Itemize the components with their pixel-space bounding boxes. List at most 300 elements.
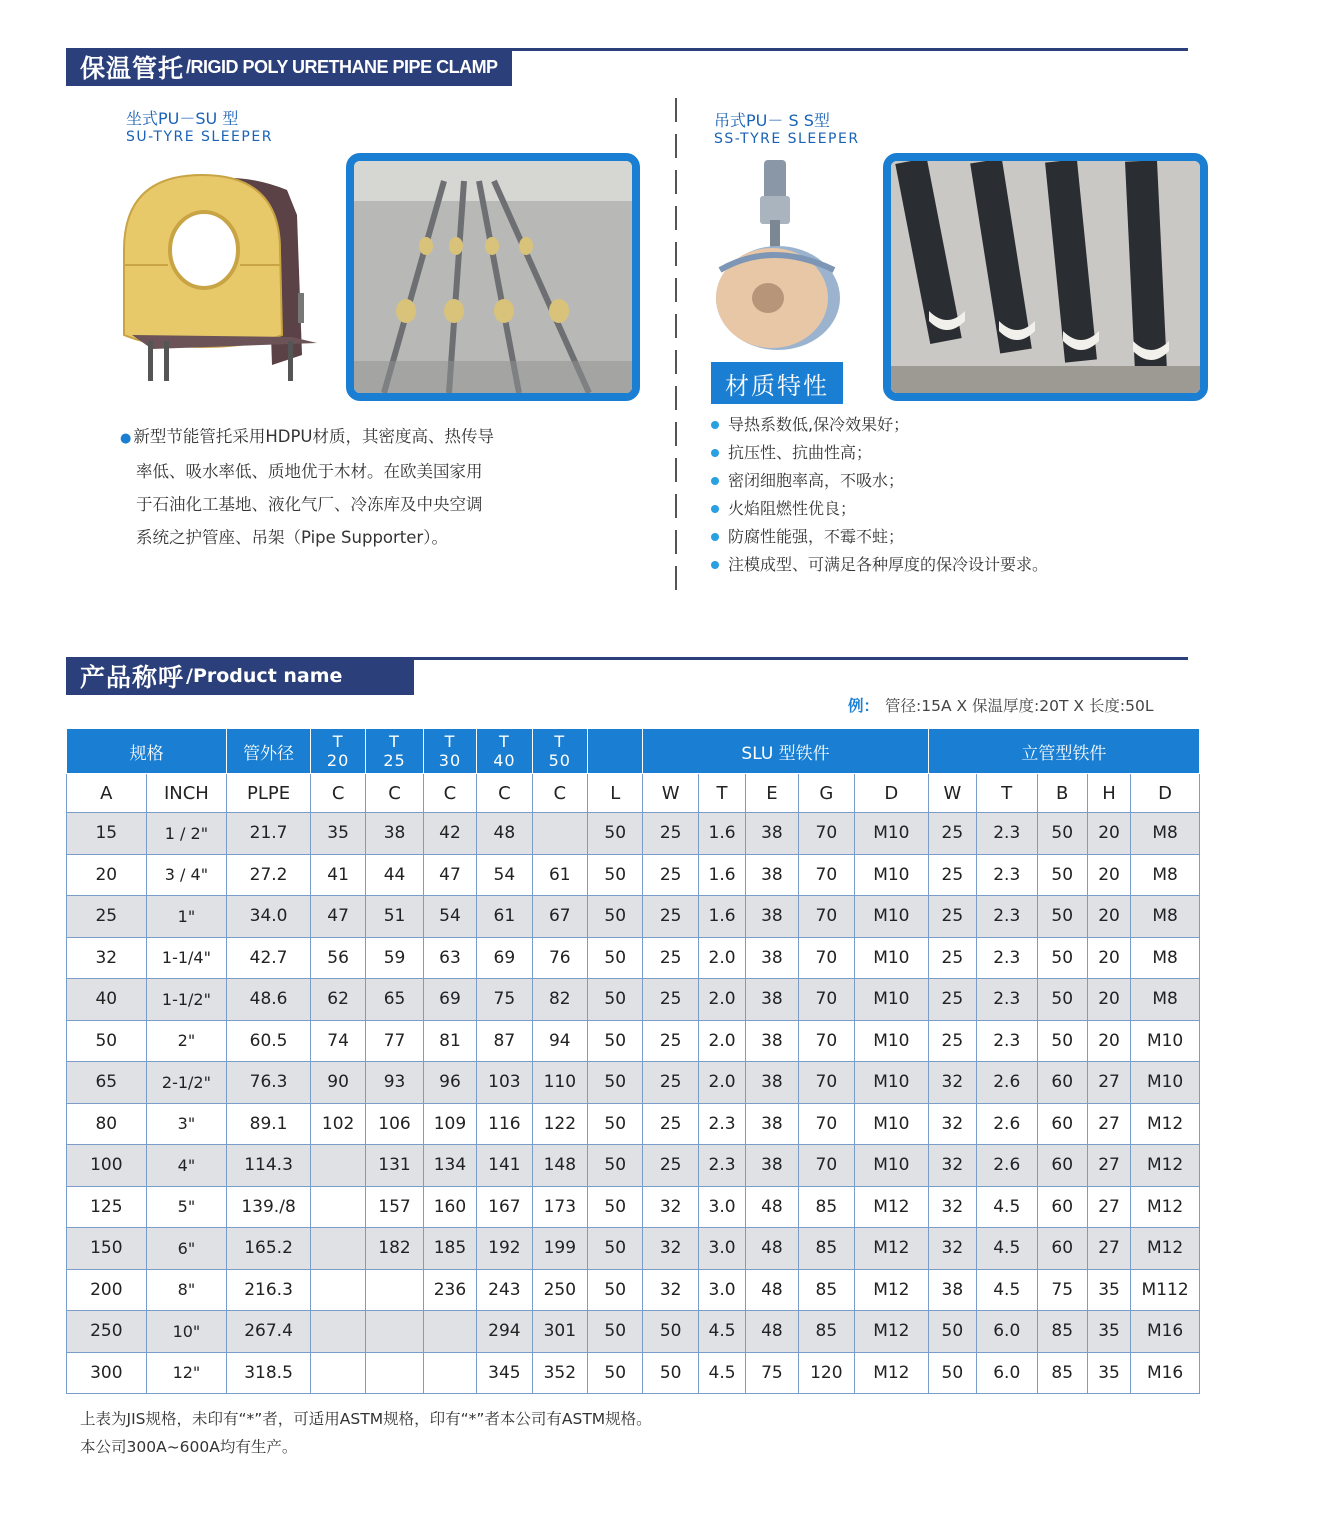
table-cell: 10" [146,1311,227,1353]
header-t-value: 30 [438,751,462,770]
table-cell [310,1145,365,1187]
footnotes [80,1405,652,1461]
table-cell: 25 [928,979,976,1021]
table-cell: 38 [746,854,798,896]
table-cell: 32 [67,937,147,979]
table-cell: 76 [532,937,587,979]
table-cell: 165.2 [227,1228,311,1270]
table-cell: M112 [1131,1269,1200,1311]
header-t20 [310,729,365,774]
table-cell: 85 [1037,1352,1087,1394]
table-cell: 76.3 [227,1062,311,1104]
column-divider [675,98,677,598]
table-cell: 38 [746,813,798,855]
table-cell [366,1352,423,1394]
table-cell: 2.6 [977,1103,1037,1145]
table-cell: 236 [423,1269,476,1311]
table-cell: 50 [67,1020,147,1062]
description-line: 系统之护管座、吊架（Pipe Supporter）。 [136,528,448,547]
table-cell: 8" [146,1269,227,1311]
bullet-icon: ● [120,431,132,446]
table-cell: 50 [588,1186,643,1228]
table-cell: 25 [643,813,698,855]
table-cell: 25 [643,1145,698,1187]
table-cell: 77 [366,1020,423,1062]
column-header: W [928,774,976,813]
table-cell: 2.6 [977,1062,1037,1104]
table-body [67,813,1200,1394]
table-cell: 38 [746,1062,798,1104]
table-cell: 85 [1037,1311,1087,1353]
table-cell: 3.0 [698,1269,745,1311]
material-features-list [710,411,1048,579]
table-cell [310,1228,365,1270]
column-header: C [423,774,476,813]
table-cell: 85 [798,1228,854,1270]
table-cell: 32 [643,1228,698,1270]
table-cell: 25 [643,979,698,1021]
table-cell: 32 [643,1269,698,1311]
header-t-letter: T [498,732,510,751]
table-cell: 3 / 4" [146,854,227,896]
table-cell: 60 [1037,1062,1087,1104]
column-header: PLPE [227,774,311,813]
table-row [67,1352,1200,1394]
table-cell: 2.3 [698,1103,745,1145]
table-cell: M10 [1131,1020,1200,1062]
table-cell: 63 [423,937,476,979]
table-cell: 50 [1037,979,1087,1021]
su-installation-photo [346,153,640,401]
table-cell: 54 [477,854,532,896]
table-row [67,854,1200,896]
table-cell: M12 [1131,1186,1200,1228]
table-group-header-row [67,729,1200,774]
table-cell: M8 [1131,979,1200,1021]
table-cell: 51 [366,896,423,938]
table-cell: 32 [928,1186,976,1228]
table-cell: 59 [366,937,423,979]
header-t-letter: T [444,732,456,751]
description-line: 率低、吸水率低、质地优于木材。在欧美国家用 [136,462,483,481]
table-cell: 47 [310,896,365,938]
table-cell: 38 [746,896,798,938]
table-cell: 65 [67,1062,147,1104]
feature-item: 密闭细胞率高，不吸水； [710,467,1048,495]
table-cell: 3" [146,1103,227,1145]
column-header: D [855,774,929,813]
feature-item: 注模成型、可满足各种厚度的保冷设计要求。 [710,551,1048,579]
table-cell: 42 [423,813,476,855]
table-cell: 70 [798,896,854,938]
table-cell: M8 [1131,813,1200,855]
description-line: 新型节能管托采用HDPU材质，其密度高、热传导 [133,427,494,446]
table-cell: 89.1 [227,1103,311,1145]
table-cell: 2.3 [977,896,1037,938]
ss-installation-photo [883,153,1208,401]
table-cell: 25 [643,937,698,979]
table-cell: 27 [1087,1186,1130,1228]
header-t-value: 40 [493,751,516,770]
table-cell: 48 [746,1228,798,1270]
table-cell: 60.5 [227,1020,311,1062]
column-header: B [1037,774,1087,813]
table-cell [310,1186,365,1228]
header-t-value: 50 [548,751,571,770]
table-row [67,1145,1200,1187]
table-cell: 6.0 [977,1352,1037,1394]
table-cell: 70 [798,813,854,855]
table-cell: 65 [366,979,423,1021]
header-t-value: 25 [383,751,406,770]
table-cell: 44 [366,854,423,896]
table-cell: 167 [477,1186,532,1228]
ss-label-en: SS-TYRE SLEEPER [714,131,860,147]
table-cell: 48 [477,813,532,855]
table-cell: 56 [310,937,365,979]
header-t30 [423,729,476,774]
table-cell: 35 [1087,1269,1130,1311]
table-cell: 50 [588,1228,643,1270]
table-row [67,937,1200,979]
table-cell: 100 [67,1145,147,1187]
table-cell: 110 [532,1062,587,1104]
column-header: T [977,774,1037,813]
su-label-en: SU-TYRE SLEEPER [126,129,273,145]
table-cell: 2-1/2" [146,1062,227,1104]
table-cell: 35 [1087,1352,1130,1394]
table-cell [310,1352,365,1394]
header-od: 管外径 [227,729,311,774]
table-cell: 2.3 [977,979,1037,1021]
table-cell: 345 [477,1352,532,1394]
table-cell: M12 [855,1352,929,1394]
table-column-header-row [67,774,1200,813]
column-header: G [798,774,854,813]
table-cell: 50 [928,1352,976,1394]
table-cell: 318.5 [227,1352,311,1394]
table-cell: 352 [532,1352,587,1394]
table-cell: 182 [366,1228,423,1270]
table-cell: 1" [146,896,227,938]
table-cell: 70 [798,979,854,1021]
table-cell: 42.7 [227,937,311,979]
table-cell: 294 [477,1311,532,1353]
table-cell [423,1352,476,1394]
section-rule [414,657,1188,660]
table-cell: 50 [643,1311,698,1353]
table-cell: 1.6 [698,896,745,938]
section-rule [512,48,1188,51]
su-label-cn: 坐式PU－SU 型 [126,109,239,128]
table-cell: 50 [588,1269,643,1311]
feature-item: 防腐性能强，不霉不蛀； [710,523,1048,551]
table-cell: 50 [588,1062,643,1104]
table-cell: 25 [643,1020,698,1062]
description-paragraph [120,420,560,554]
table-cell: 50 [588,854,643,896]
table-cell: M12 [1131,1145,1200,1187]
table-cell: 93 [366,1062,423,1104]
table-cell [423,1311,476,1353]
table-cell: 32 [928,1062,976,1104]
table-cell: 25 [643,1103,698,1145]
table-cell: 4.5 [977,1269,1037,1311]
table-cell: 62 [310,979,365,1021]
column-header: H [1087,774,1130,813]
table-cell: M10 [855,854,929,896]
table-cell: 60 [1037,1145,1087,1187]
table-cell: 50 [588,979,643,1021]
table-cell: 20 [1087,937,1130,979]
product-description [120,420,560,554]
example-label: 例： [848,697,880,715]
table-cell: 106 [366,1103,423,1145]
table-cell: M12 [855,1228,929,1270]
table-row [67,813,1200,855]
table-cell: 267.4 [227,1311,311,1353]
table-cell: 85 [798,1269,854,1311]
table-cell: M10 [855,1020,929,1062]
column-header: C [532,774,587,813]
table-cell: 87 [477,1020,532,1062]
table-cell: 35 [1087,1311,1130,1353]
table-row [67,896,1200,938]
table-row [67,1103,1200,1145]
table-cell: 38 [746,1145,798,1187]
header-vertical: 立管型铁件 [928,729,1199,774]
table-cell: 2.3 [977,1020,1037,1062]
table-cell: 131 [366,1145,423,1187]
table-cell: 50 [588,1145,643,1187]
table-cell: 60 [1037,1228,1087,1270]
table-cell: 74 [310,1020,365,1062]
ss-product-label [714,108,860,147]
feature-item: 火焰阻燃性优良； [710,495,1048,523]
table-cell: 150 [67,1228,147,1270]
table-cell: 2.3 [977,813,1037,855]
table-cell: 2.3 [977,937,1037,979]
table-cell: 70 [798,1062,854,1104]
table-cell: 114.3 [227,1145,311,1187]
spec-table [66,728,1200,1394]
table-cell: 1.6 [698,813,745,855]
table-cell: 1 / 2" [146,813,227,855]
table-cell: 70 [798,854,854,896]
table-cell: 35 [310,813,365,855]
table-row [67,979,1200,1021]
header-t50 [532,729,587,774]
table-cell: 25 [928,937,976,979]
table-cell: 25 [928,1020,976,1062]
table-row [67,1228,1200,1270]
table-cell: 50 [588,937,643,979]
table-cell: 3.0 [698,1228,745,1270]
table-cell: 50 [588,1311,643,1353]
table-cell: 216.3 [227,1269,311,1311]
table-cell: M10 [855,896,929,938]
table-cell: 38 [746,1020,798,1062]
table-cell: 301 [532,1311,587,1353]
table-cell: 25 [928,854,976,896]
feature-item: 抗压性、抗曲性高； [710,439,1048,467]
table-cell: 25 [643,1062,698,1104]
table-cell: 61 [477,896,532,938]
table-cell: 61 [532,854,587,896]
table-cell: M12 [1131,1103,1200,1145]
section-title-bar [66,48,512,86]
table-cell: 157 [366,1186,423,1228]
table-cell: 96 [423,1062,476,1104]
feature-item: 导热系数低,保冷效果好； [710,411,1048,439]
table-cell: 70 [798,1145,854,1187]
table-cell: 27 [1087,1062,1130,1104]
table-row [67,1269,1200,1311]
table-cell: 2.0 [698,1062,745,1104]
table-cell: 199 [532,1228,587,1270]
table-cell: 32 [928,1103,976,1145]
table-cell: 50 [1037,854,1087,896]
table-cell: 4.5 [977,1228,1037,1270]
table-cell: M16 [1131,1311,1200,1353]
table-cell: 6.0 [977,1311,1037,1353]
table-cell: 1.6 [698,854,745,896]
material-properties-title: 材质特性 [711,362,843,404]
table-cell: 54 [423,896,476,938]
table-cell: 50 [588,1103,643,1145]
table-cell: 50 [928,1311,976,1353]
table-cell: 125 [67,1186,147,1228]
table-cell: 15 [67,813,147,855]
table-cell: 50 [588,813,643,855]
table-cell: 160 [423,1186,476,1228]
table-cell: 34.0 [227,896,311,938]
table-cell: M10 [855,937,929,979]
column-header: W [643,774,698,813]
table-cell: 90 [310,1062,365,1104]
table-cell: 94 [532,1020,587,1062]
table-cell: 32 [928,1228,976,1270]
table-cell: 122 [532,1103,587,1145]
table-cell: 185 [423,1228,476,1270]
example-text: 管径:15A X 保温厚度:20T X 长度:50L [885,697,1154,715]
table-cell: 192 [477,1228,532,1270]
table-cell: 27 [1087,1145,1130,1187]
table-cell: 2" [146,1020,227,1062]
table-cell: 103 [477,1062,532,1104]
table-cell: 1-1/2" [146,979,227,1021]
table-cell: 148 [532,1145,587,1187]
su-product-label [126,106,273,145]
table-cell: 60 [1037,1103,1087,1145]
table-cell: M12 [855,1186,929,1228]
table-cell [310,1311,365,1353]
table-cell: 109 [423,1103,476,1145]
table-cell: 20 [1087,1020,1130,1062]
table-cell: 50 [588,1352,643,1394]
header-t25 [366,729,423,774]
header-t40 [477,729,532,774]
table-cell: 67 [532,896,587,938]
table-cell: 2.0 [698,937,745,979]
table-cell: M10 [855,1062,929,1104]
table-cell: 20 [1087,813,1130,855]
table-cell: 60 [1037,1186,1087,1228]
table-cell: 81 [423,1020,476,1062]
table-cell: 250 [67,1311,147,1353]
table-cell: 12" [146,1352,227,1394]
table-cell: 85 [798,1186,854,1228]
table-cell: 48 [746,1186,798,1228]
table-cell: M10 [855,813,929,855]
header-slu: SLU 型铁件 [643,729,928,774]
table-cell: 4.5 [977,1186,1037,1228]
table-cell: 139./8 [227,1186,311,1228]
table-cell: 38 [746,937,798,979]
table-cell: 40 [67,979,147,1021]
table-cell: 27 [1087,1103,1130,1145]
column-header: L [588,774,643,813]
table-cell: 38 [746,979,798,1021]
table-cell: 173 [532,1186,587,1228]
table-cell: M8 [1131,854,1200,896]
table-cell: 69 [423,979,476,1021]
table-cell: 20 [1087,854,1130,896]
table-cell: 243 [477,1269,532,1311]
table-cell: 48.6 [227,979,311,1021]
column-header: D [1131,774,1200,813]
ss-sleeper-product-image [712,160,844,350]
table-cell: 48 [746,1269,798,1311]
column-header: INCH [146,774,227,813]
table-cell: 134 [423,1145,476,1187]
table-cell: 50 [643,1352,698,1394]
table-cell: 116 [477,1103,532,1145]
table-cell: 70 [798,1020,854,1062]
table-cell: 20 [1087,896,1130,938]
table-cell: 25 [643,854,698,896]
column-header: T [698,774,745,813]
header-t-letter: T [554,732,566,751]
table-cell: 69 [477,937,532,979]
table-cell: 82 [532,979,587,1021]
column-header: A [67,774,147,813]
table-cell: M10 [855,979,929,1021]
table-cell: M8 [1131,937,1200,979]
table-cell: 25 [928,813,976,855]
su-sleeper-product-image [112,165,327,385]
table-cell: 25 [928,896,976,938]
footnote-line: 上表为JIS规格，未印有“*”者，可适用ASTM规格，印有“*”者本公司有ASTM规格。 [80,1410,652,1428]
table-cell: 38 [928,1269,976,1311]
table-cell: 3.0 [698,1186,745,1228]
section-title-cn: 产品称呼 [80,663,185,692]
table-cell: M12 [855,1269,929,1311]
table-cell: 4.5 [698,1352,745,1394]
table-cell: 50 [588,896,643,938]
header-t-value: 20 [326,751,350,770]
table-row [67,1020,1200,1062]
table-cell: 4" [146,1145,227,1187]
table-cell: 32 [928,1145,976,1187]
table-cell: 120 [798,1352,854,1394]
table-cell: 25 [67,896,147,938]
table-cell [366,1311,423,1353]
table-cell: 2.3 [698,1145,745,1187]
table-cell: M10 [1131,1062,1200,1104]
column-header: C [366,774,423,813]
table-cell: 80 [67,1103,147,1145]
